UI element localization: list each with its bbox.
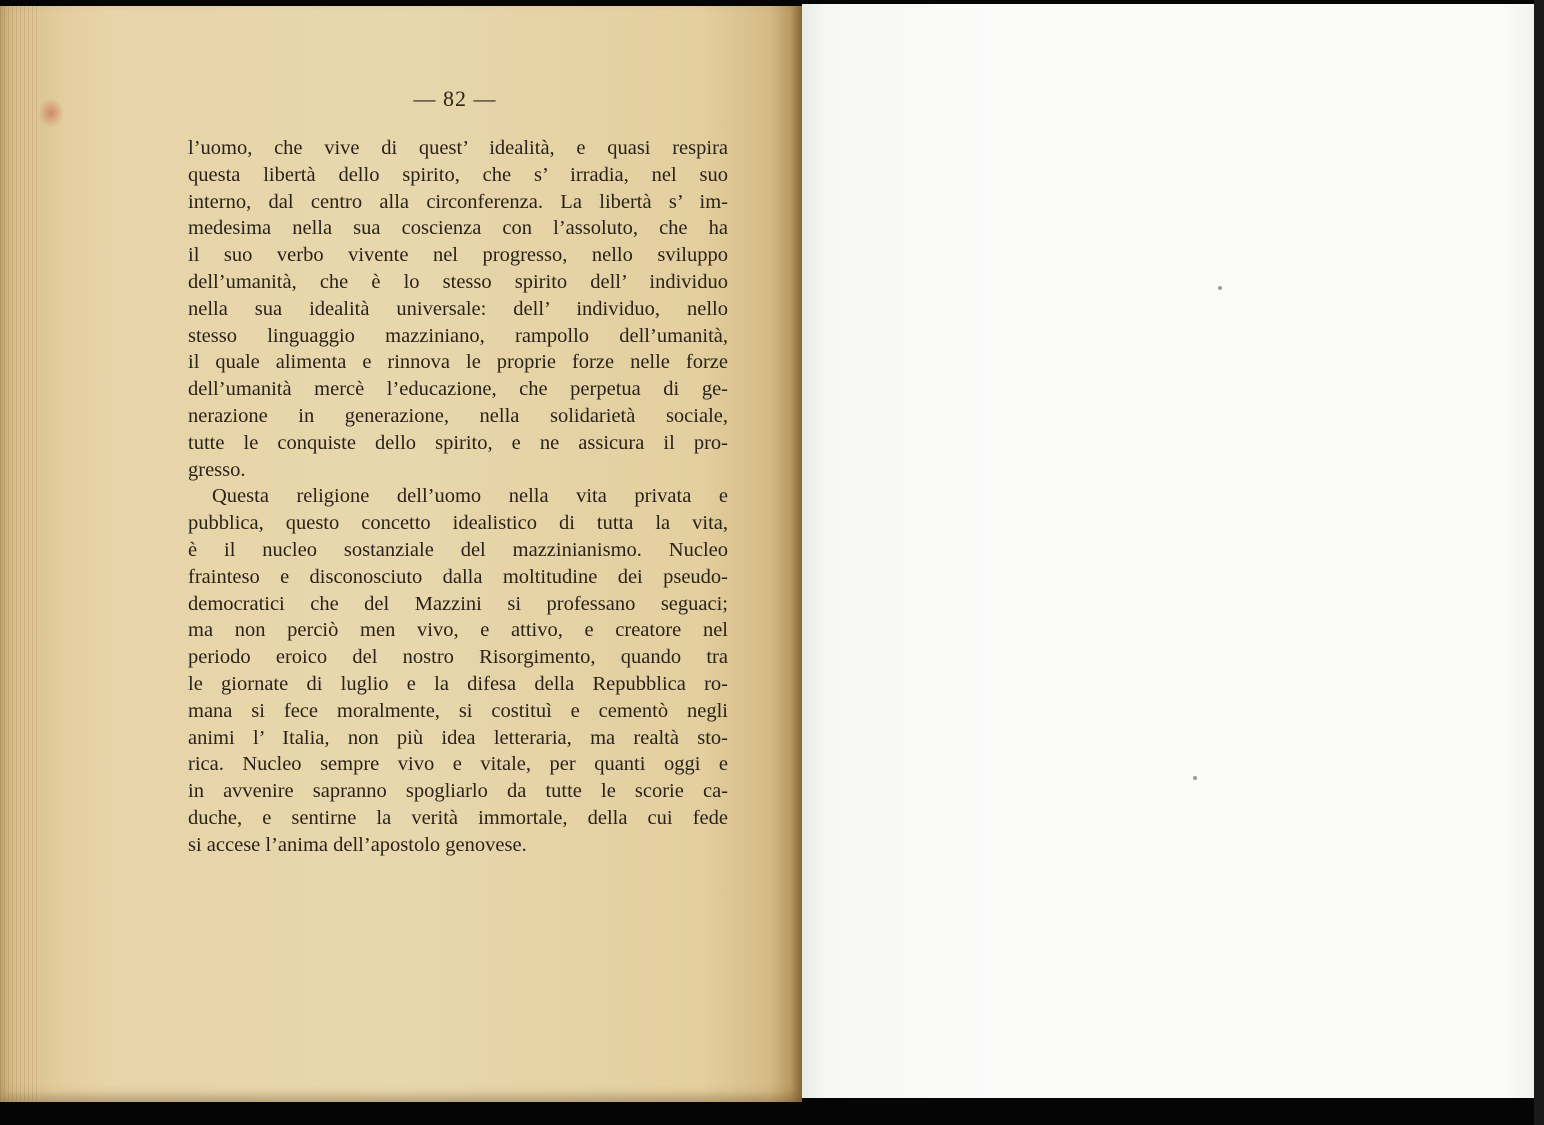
text-line: il quale alimenta e rinnova le proprie forze nelle forze [188,351,728,374]
text-line: è il nucleo sostanziale del mazzinianismo. Nucleo [188,538,728,561]
text-line: questa libertà dello spirito, che s’ irradia, nel suo [188,163,728,186]
text-line: periodo eroico del nostro Risorgimento, quando tra [188,646,728,669]
text-line: dell’umanità mercè l’educazione, che perpetua di ge- [188,378,728,401]
right-page-blank [802,4,1534,1098]
text-line: nella sua idealità universale: dell’ individuo, nello [188,297,728,320]
text-line: si accese l’anima dell’apostolo genovese. [188,833,527,856]
text-line: mana si fece moralmente, si costituì e cementò negli [188,699,728,722]
text-line: tutte le conquiste dello spirito, e ne assicura il pro- [188,431,728,454]
speck [1218,286,1222,290]
text-line: medesima nella sua coscienza con l’assoluto, che ha [188,217,728,240]
body-text [188,135,728,859]
page-number: — 82 — [413,86,497,111]
text-line: rica. Nucleo sempre vivo e vitale, per quanti oggi e [188,753,728,776]
text-line: animi l’ Italia, non più idea letteraria, ma realtà sto- [188,726,728,749]
scan-border [1534,0,1544,1125]
text-line: in avvenire sapranno spogliarlo da tutte le scorie ca- [188,780,728,803]
text-line: dell’umanità, che è lo stesso spirito dell’ individuo [188,270,728,293]
page-stain [38,98,64,128]
text-line: frainteso e disconosciuto dalla moltitudine dei pseudo- [188,565,728,588]
text-line: Questa religione dell’uomo nella vita privata e [212,485,728,508]
text-line: stesso linguaggio mazziniano, rampollo dell’umanità, [188,324,728,347]
text-line: l’uomo, che vive di quest’ idealità, e quasi respira [188,137,728,159]
speck [1193,776,1197,780]
text-line: duche, e sentirne la verità immortale, della cui fede [188,806,728,829]
text-line: democratici che del Mazzini si professano seguaci; [188,592,728,615]
text-line: interno, dal centro alla circonferenza. La libertà s’ im- [188,190,728,213]
text-line: le giornate di luglio e la difesa della Repubblica ro- [188,672,728,695]
text-line: pubblica, questo concetto idealistico di tutta la vita, [188,512,728,535]
text-line: nerazione in generazione, nella solidarietà sociale, [188,404,728,427]
text-line: gresso. [188,458,246,481]
text-line: ma non perciò men vivo, e attivo, e creatore nel [188,619,728,642]
text-line: il suo verbo vivente nel progresso, nello sviluppo [188,244,728,267]
